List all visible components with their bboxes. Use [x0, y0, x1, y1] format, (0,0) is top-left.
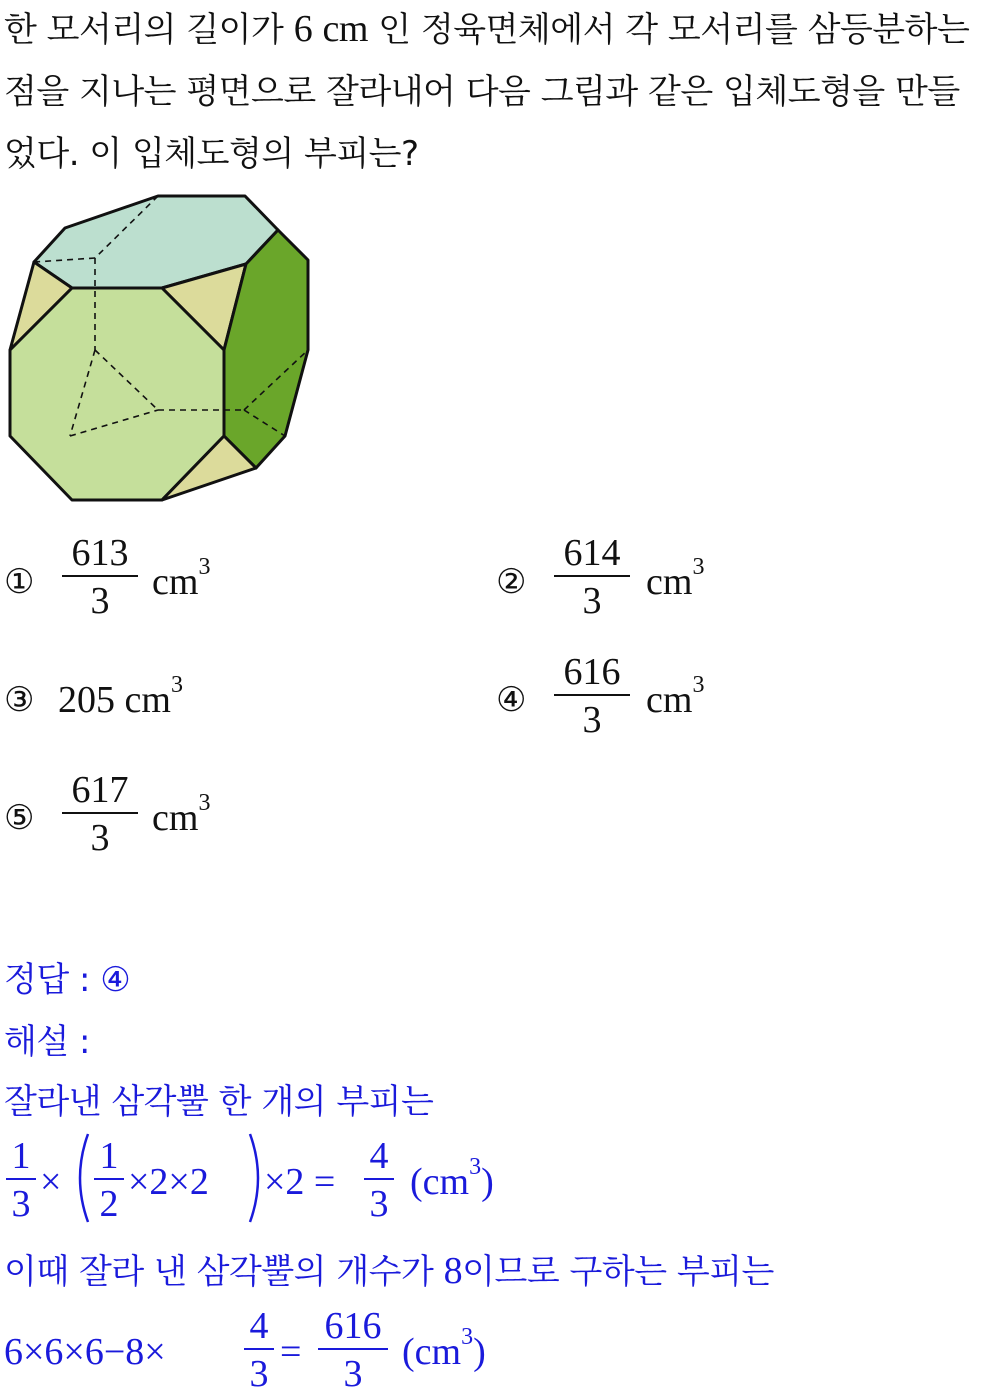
eq1-unit: $(cm^3)$ — [410, 1154, 494, 1203]
fraction-bar — [554, 575, 630, 577]
truncated-cube-figure — [0, 185, 330, 515]
option-4-marker[interactable]: ④ — [496, 680, 527, 720]
fraction-bar — [62, 812, 138, 814]
question-line-3: 었다. 이 입체도형의 부피는? — [4, 134, 419, 174]
eq1-left-paren — [70, 1132, 92, 1224]
equation-1 — [0, 1130, 993, 1230]
option-1-numerator: 613 — [71, 532, 129, 574]
edge-unit: cm — [322, 8, 368, 50]
eq2-lead: 6×6×6−8× — [4, 1331, 166, 1373]
question-line-2: 점을 지나는 평면으로 잘라내어 다음 그림과 같은 입체도형을 만들 — [4, 72, 960, 112]
eq2-unit: $(cm^3)$ — [402, 1324, 486, 1373]
option-1-unit: $cm^3$ — [152, 554, 211, 603]
option-4-numerator: 616 — [563, 651, 621, 693]
question-line-1 — [4, 2, 969, 51]
question-text-b: 인 정육면체에서 각 모서리를 삼등분하는 — [378, 10, 970, 50]
option-4-fraction[interactable] — [554, 652, 630, 740]
option-5-denominator: 3 — [90, 817, 110, 859]
option-1-denominator: 3 — [90, 580, 110, 622]
solution-text-1: 잘라낸 삼각뿔 한 개의 부피는 — [4, 1082, 434, 1122]
explanation-label: 해설 : — [4, 1022, 90, 1062]
option-5-numerator: 617 — [71, 769, 129, 811]
option-2-denominator: 3 — [582, 580, 602, 622]
eq1-fraction-1: 1 3 — [6, 1136, 36, 1224]
eq1-mid: ×2×2 — [128, 1161, 209, 1203]
option-4-unit: $cm^3$ — [646, 672, 705, 721]
eq2-equals: = — [280, 1331, 302, 1373]
answer-label: 정답 : — [4, 960, 101, 1000]
eq2-fraction: 4 3 — [244, 1306, 274, 1394]
option-5-fraction[interactable] — [62, 770, 138, 858]
option-2-fraction[interactable] — [554, 533, 630, 621]
eq1-fraction-2: 1 2 — [94, 1136, 124, 1224]
option-3-value[interactable]: 205 $cm^3$ — [58, 672, 183, 721]
fraction-bar — [62, 575, 138, 577]
question-text-a: 한 모서리의 길이가 — [4, 10, 294, 50]
option-1-marker[interactable]: ① — [4, 562, 35, 602]
eq1-tail: ×2 = — [264, 1161, 336, 1203]
eq1-result: 4 3 — [364, 1136, 394, 1224]
answer-line — [4, 952, 130, 1001]
option-4-denominator: 3 — [582, 699, 602, 741]
option-1-fraction[interactable] — [62, 533, 138, 621]
solution-text-2: 이때 잘라 낸 삼각뿔의 개수가 8이므로 구하는 부피는 — [4, 1250, 774, 1292]
option-3-marker[interactable]: ③ — [4, 680, 35, 720]
option-2-marker[interactable]: ② — [496, 562, 527, 602]
eq1-times: × — [40, 1161, 62, 1203]
edge-length: 6 — [293, 8, 313, 50]
option-2-numerator: 614 — [563, 532, 621, 574]
equation-2 — [0, 1300, 993, 1395]
option-2-unit: $cm^3$ — [646, 554, 705, 603]
eq2-result: 616 3 — [318, 1306, 388, 1394]
fraction-bar — [554, 694, 630, 696]
answer-value: ④ — [100, 960, 131, 1000]
option-5-unit: $cm^3$ — [152, 790, 211, 839]
option-5-marker[interactable]: ⑤ — [4, 798, 35, 838]
